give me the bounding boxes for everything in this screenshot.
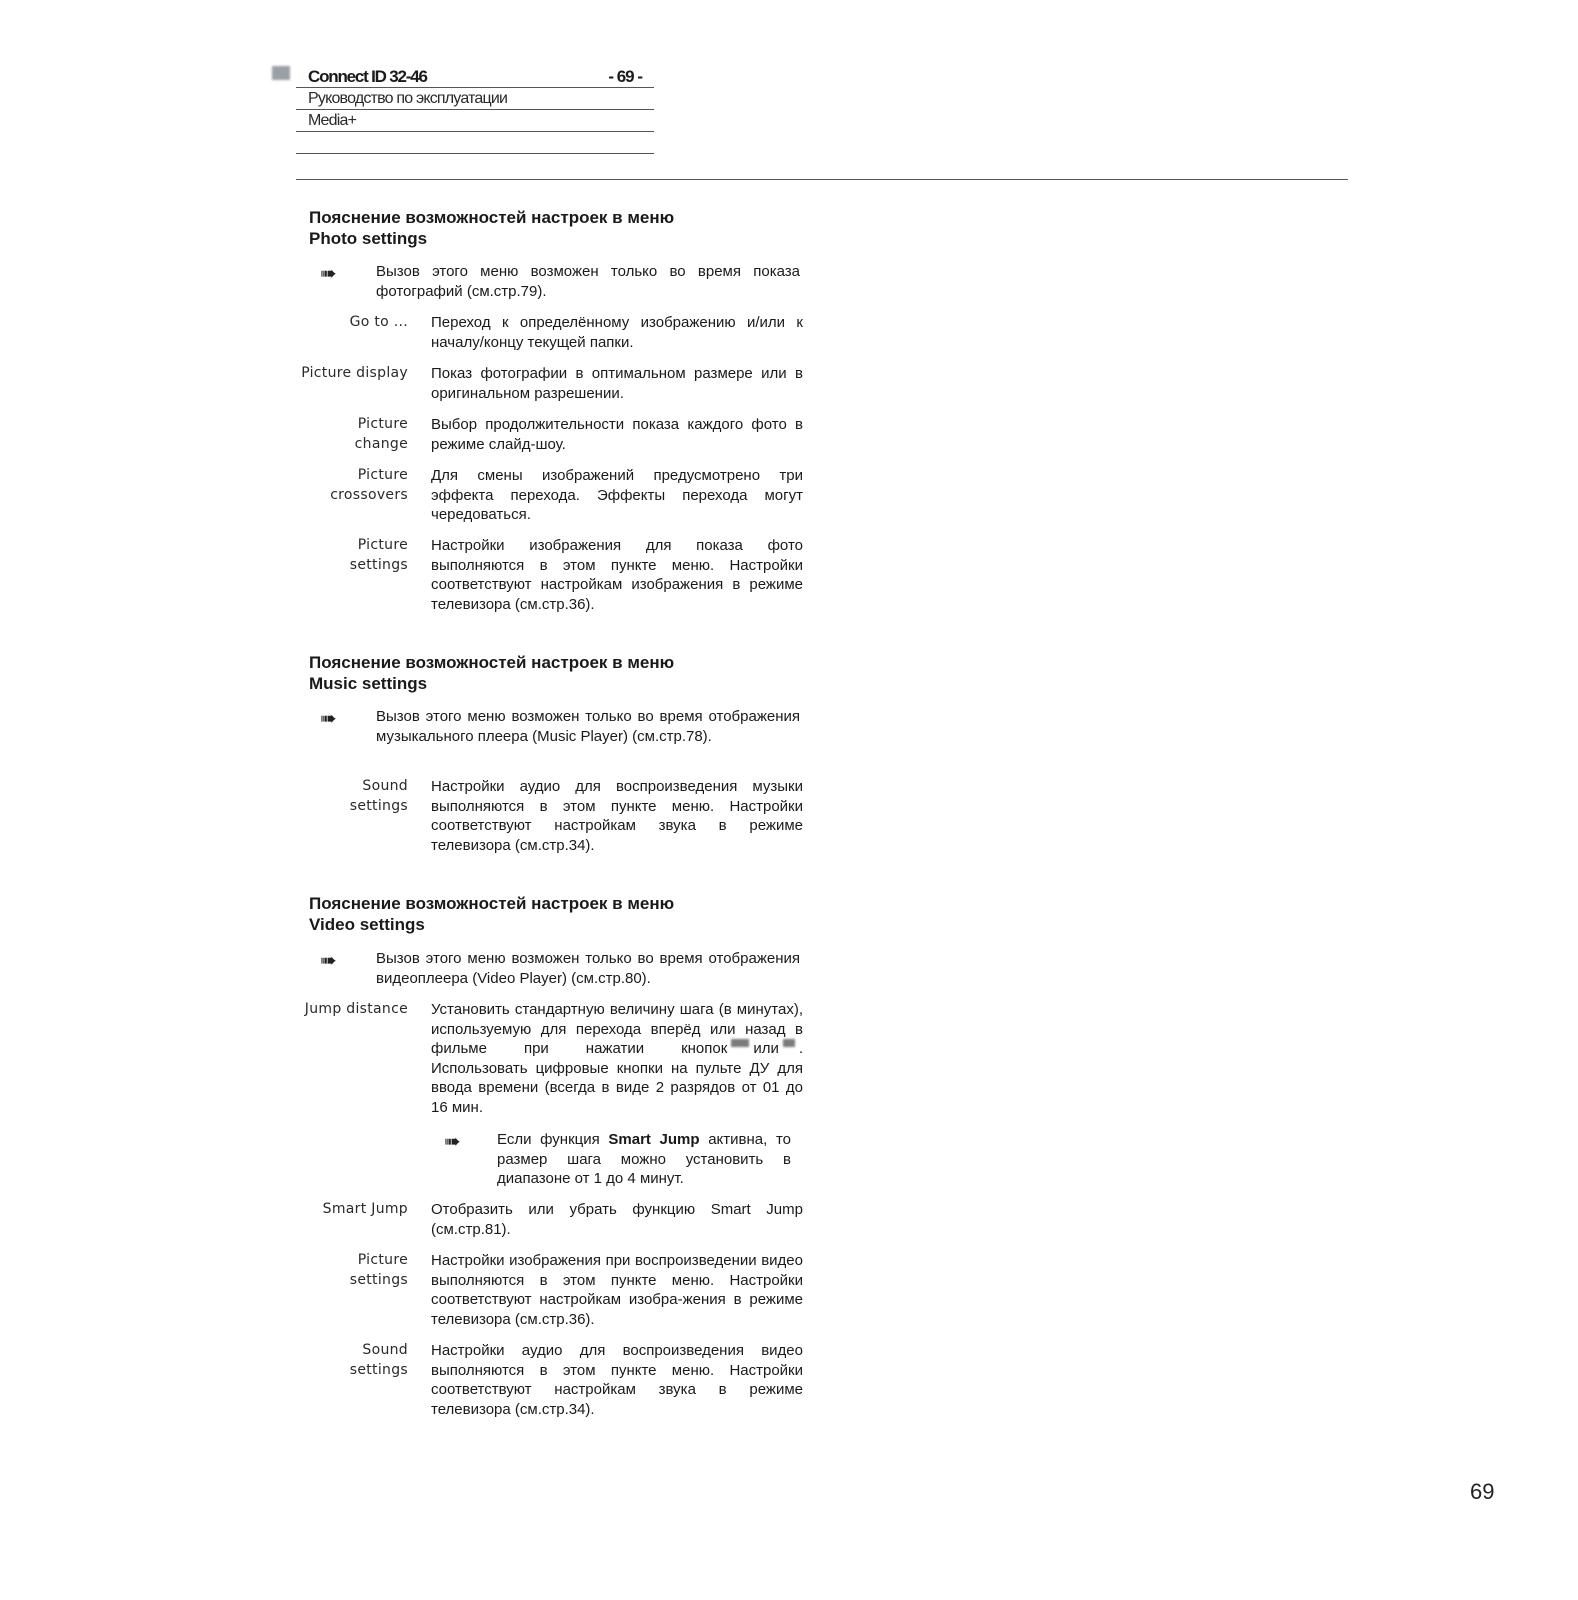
item-term: Picture settings xyxy=(349,1252,408,1288)
item-term: Picture display xyxy=(301,365,408,381)
jump-desc-part-a: Установить стандартную величину шага (в минутах), используемую для перехода вперёд или назад в фильме при нажатии кнопок xyxy=(431,1001,803,1057)
document-section: Media+ xyxy=(308,112,357,129)
document-header xyxy=(296,66,654,154)
video-section-title xyxy=(309,893,789,935)
photo-section-title xyxy=(309,207,789,249)
arrow-right-icon: ➠ xyxy=(444,1131,461,1153)
header-divider xyxy=(296,179,1348,180)
item-description: Показ фотографии в оптимальном размере или в оригинальном разрешении. xyxy=(431,365,803,402)
subnote-post: активна, то размер шага можно установить в диапазоне от 1 до 4 минут. xyxy=(497,1131,791,1187)
item-term: Go to ... xyxy=(349,314,408,330)
header-subtitle-row xyxy=(296,88,654,110)
item-description: Настройки изображения при воспроизведении видео выполняются в этом пункте меню. Настройки соответствуют настройкам изобра-жения в режиме телевизора (см.стр.36). xyxy=(431,1252,803,1328)
section-title-name: Video settings xyxy=(309,915,425,934)
item-term: Picture settings xyxy=(349,537,408,573)
note-text: Вызов этого меню возможен только во время отображения видеоплеера (Video Player) (см.стр.80). xyxy=(376,950,800,987)
header-title-row xyxy=(296,66,654,88)
item-term: Sound settings xyxy=(349,1342,408,1378)
section-title-line: Пояснение возможностей настроек в меню xyxy=(309,653,675,672)
item-description: Переход к определённому изображению и/или к началу/концу текущей папки. xyxy=(431,314,803,351)
subnote-bold: Smart Jump xyxy=(608,1131,700,1148)
jump-desc-part-b: . Использовать цифровые кнопки на пульте ДУ для ввода времени (всегда в виде 2 разрядов от 01 до 16 мин. xyxy=(431,1040,803,1116)
music-section-title xyxy=(309,652,789,694)
item-term: Sound settings xyxy=(349,778,408,814)
item-description: Для смены изображений предусмотрено три эффекта перехода. Эффекты перехода могут чередоваться. xyxy=(431,467,803,523)
section-title-name: Photo settings xyxy=(309,229,428,248)
document-subtitle: Руководство по эксплуатации xyxy=(308,90,508,107)
item-term: Picture change xyxy=(354,416,408,452)
item-description: Отобразить или убрать функцию Smart Jump (см.стр.81). xyxy=(431,1201,803,1238)
item-description: Настройки изображения для показа фото выполняются в этом пункте меню. Настройки соответствуют настройкам изображения в режиме телевизора (см.стр.36). xyxy=(431,537,803,613)
arrow-right-icon: ➠ xyxy=(320,263,337,285)
page-number: 69 xyxy=(1470,1479,1495,1504)
header-section-row xyxy=(296,110,654,132)
section-title-line: Пояснение возможностей настроек в меню xyxy=(309,894,675,913)
section-title-line: Пояснение возможностей настроек в меню xyxy=(309,208,675,227)
header-empty-row xyxy=(296,132,654,154)
item-description: Выбор продолжительности показа каждого фото в режиме слайд-шоу. xyxy=(431,416,803,453)
document-title: Connect ID 32-46 xyxy=(308,67,427,86)
item-term: Picture crossovers xyxy=(330,467,408,503)
rewind-button-icon xyxy=(783,1039,795,1047)
item-term: Smart Jump xyxy=(322,1201,408,1217)
note-text: Вызов этого меню возможен только во время показа фотографий (см.стр.79). xyxy=(376,263,800,300)
header-marker xyxy=(272,66,290,80)
subnote-pre: Если функция xyxy=(497,1131,600,1148)
item-description: Настройки аудио для воспроизведения музыки выполняются в этом пункте меню. Настройки соответствуют настройкам звука в режиме телевизора (см.стр.34). xyxy=(431,778,803,854)
item-description: Настройки аудио для воспроизведения видео выполняются в этом пункте меню. Настройки соответствуют настройкам звука в режиме телевизора (см.стр.34). xyxy=(431,1342,803,1418)
header-page-label: - 69 - xyxy=(608,67,642,86)
note-text xyxy=(497,1130,791,1189)
note-text: Вызов этого меню возможен только во время отображения музыкального плеера (Music Player) (см.стр.78). xyxy=(376,708,800,745)
arrow-right-icon: ➠ xyxy=(320,708,337,730)
item-description xyxy=(431,1000,803,1117)
jump-desc-or: или xyxy=(753,1040,779,1057)
section-title-name: Music settings xyxy=(309,674,428,693)
item-term: Jump distance xyxy=(304,1001,408,1017)
fast-forward-button-icon xyxy=(731,1039,749,1047)
arrow-right-icon: ➠ xyxy=(320,950,337,972)
